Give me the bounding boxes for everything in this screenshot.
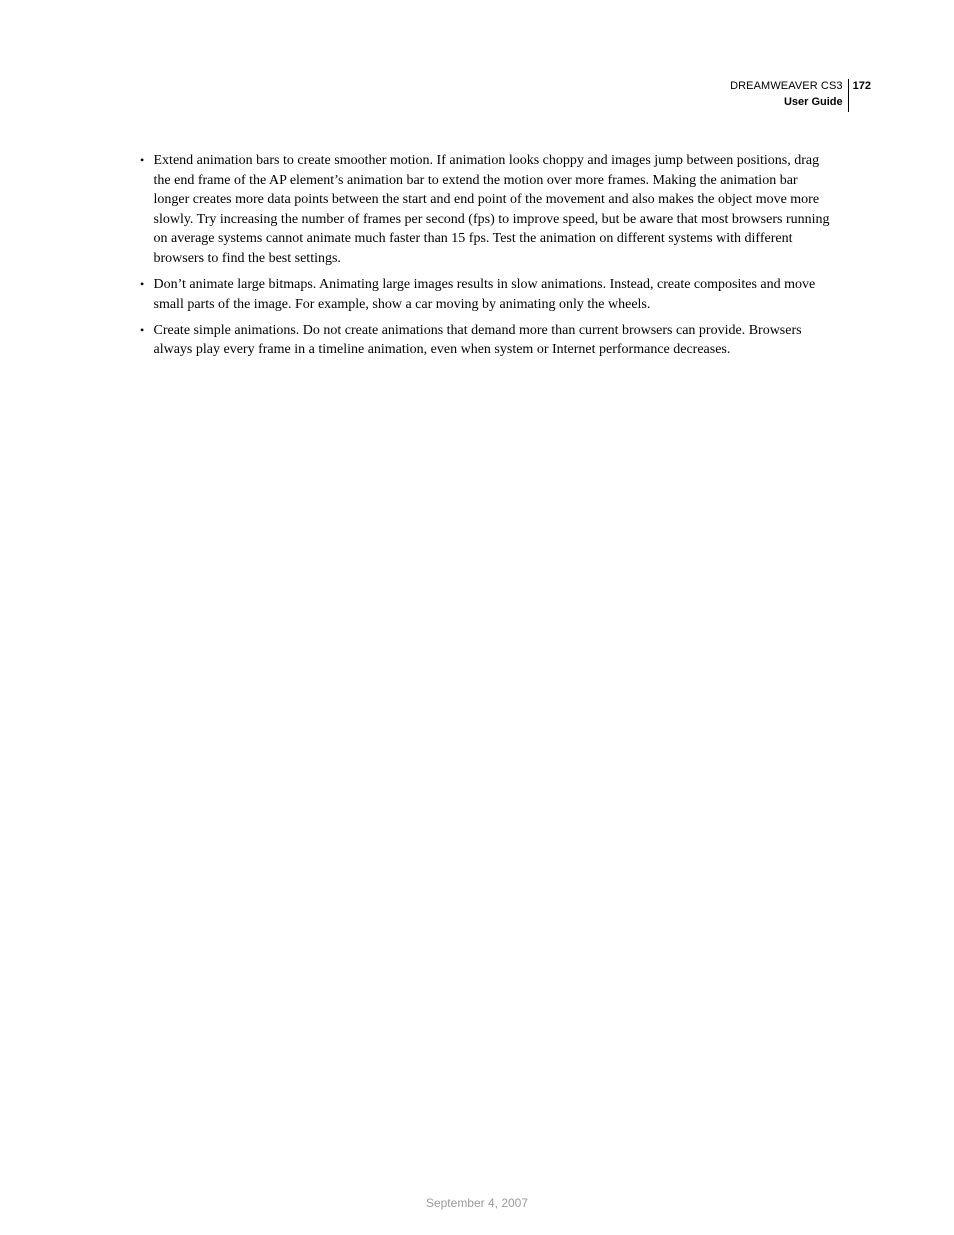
bullet-icon: • — [140, 277, 145, 292]
running-header — [730, 79, 871, 112]
bullet-icon: • — [140, 153, 145, 167]
bullet-text: Extend animation bars to create smoother motion. If animation looks choppy and images jump between positions, drag the end frame of the AP element’s animation bar to extend the motion over more frames. Making the animation bar longer creates more data points between the start and end point of the movement and also makes the object move more slowly. Try increasing the number of frames per second (fps) to improve speed, but be aware that most browsers running on average systems cannot animate much faster than 15 fps. Test the animation on different systems with different browsers to find the best settings. — [153, 153, 830, 266]
bullet-text: Create simple animations. Do not create animations that demand more than current browsers can provide. Browsers always play every frame in a timeline animation, even when system or Internet performance decreases. — [153, 322, 802, 358]
header-titles — [730, 79, 849, 112]
bullet-icon: • — [140, 322, 145, 337]
tips-bullet-list — [140, 151, 830, 366]
product-name: DREAMWEAVER CS3 — [730, 80, 843, 92]
footer-date: September 4, 2007 — [425, 1196, 529, 1210]
list-item — [140, 151, 830, 269]
list-item — [140, 275, 830, 314]
guide-title: User Guide — [783, 95, 843, 108]
list-item — [140, 321, 830, 360]
bullet-text: Don’t animate large bitmaps. Animating large images results in slow animations. Instead, create composites and move small parts of the image. For example, show a car moving by animating only the wheels. — [153, 277, 816, 312]
page-number: 172 — [852, 80, 871, 92]
